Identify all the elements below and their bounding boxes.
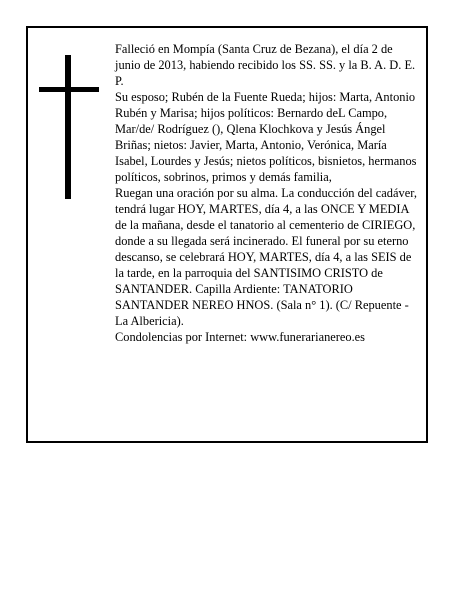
family-list: Su esposo; Rubén de la Fuente Rueda; hijos: Marta, Antonio Rubén y Marisa; hijos políticos: Bernardo deL Campo, Mar/de/ Rodríguez (), Qlena Klochkova y Jesús Ángel Briñas; nietos: Javier, Marta, Antonio, Verónica, María Isabel, Lourdes y Jesús; nietos políticos, bisnietos, hermanos políticos, sobrinos, primos y demás familia,: [115, 90, 417, 184]
condolences-line: Condolencias por Internet: www.funerarianereo.es: [115, 330, 366, 344]
cross-vertical-bar: [65, 55, 71, 199]
cross-icon: [39, 55, 99, 199]
obituary-notice: [26, 26, 428, 443]
notice-text: [115, 41, 421, 345]
cross-horizontal-bar: [39, 87, 99, 92]
funeral-details: Ruegan una oración por su alma. La conducción del cadáver, tendrá lugar HOY, MARTES, día 4, a las ONCE Y MEDIA de la mañana, desde el tanatorio al cementerio de CIRIEGO, donde a su llegada será incinerado. El funeral por su eterno descanso, se celebrará HOY, MARTES, día 4, a las SEIS de la tarde, en la parroquia del SANTISIMO CRISTO de SANTANDER. Capilla Ardiente: TANATORIO SANTANDER NEREO HNOS. (Sala n° 1). (C/ Repuente - La Albericia).: [115, 186, 417, 328]
death-announcement: Falleció en Mompía (Santa Cruz de Bezana), el día 2 de junio de 2013, habiendo recibido los SS. SS. y la B. A. D. E. P.: [115, 42, 416, 88]
